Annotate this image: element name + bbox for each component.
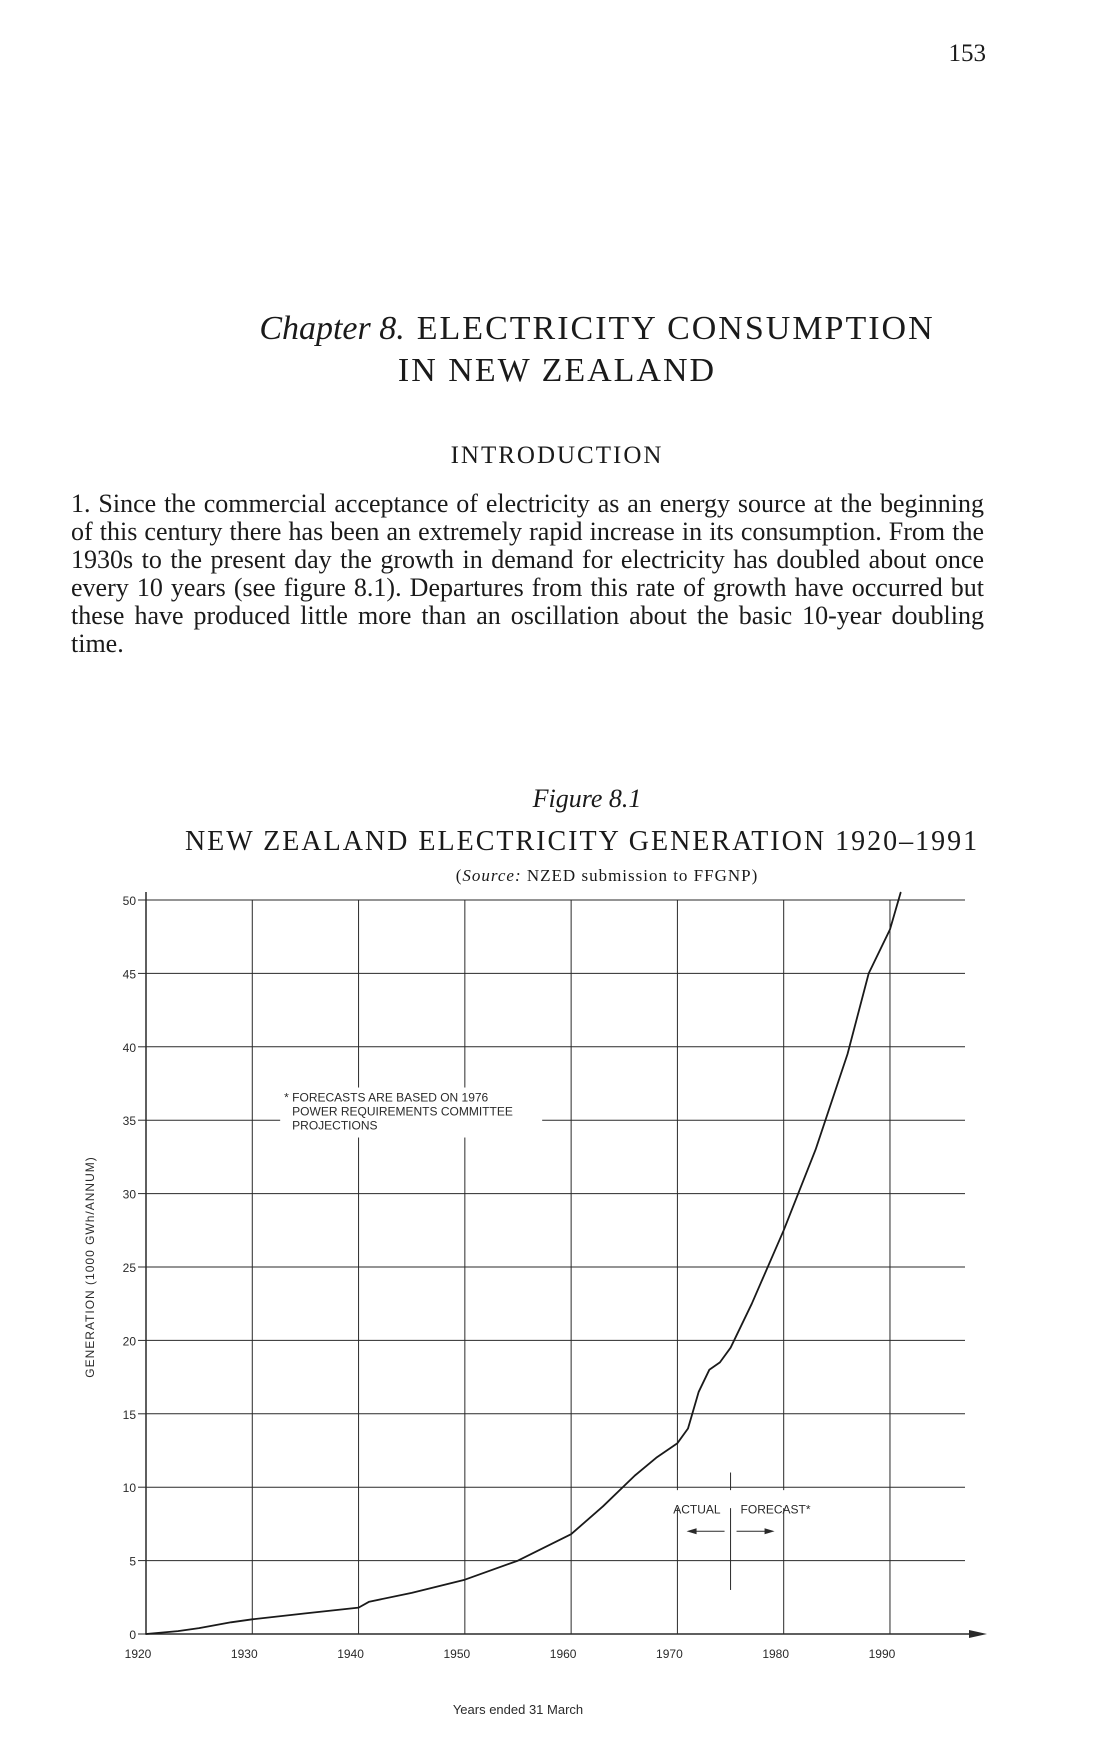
figure-label: Figure 8.1	[532, 784, 642, 813]
figure-source-text: NZED submission to FFGNP	[526, 866, 752, 885]
actual-arrow-head	[687, 1528, 697, 1534]
y-tick-label: 30	[122, 1187, 136, 1202]
y-tick-label: 20	[122, 1334, 136, 1349]
forecast-note-line: POWER REQUIREMENTS COMMITTEE	[292, 1104, 513, 1119]
forecast-label: FORECAST*	[740, 1502, 811, 1517]
x-tick-label: 1930	[230, 1647, 258, 1661]
forecast-arrow-head	[765, 1528, 775, 1534]
y-tick-label: 0	[129, 1628, 136, 1642]
chapter-title-line1: ELECTRICITY CONSUMPTION	[416, 310, 935, 347]
section-heading: INTRODUCTION	[450, 442, 664, 469]
y-tick-label: 45	[122, 967, 136, 982]
chapter-label: Chapter 8.	[259, 310, 405, 347]
x-axis-arrow	[969, 1630, 987, 1638]
figure-source-prefix: Source:	[462, 866, 522, 885]
y-tick-label: 40	[122, 1040, 136, 1055]
figure-source: (Source: NZED submission to FFGNP)	[455, 866, 759, 885]
x-axis-title: Years ended 31 March	[452, 1702, 584, 1717]
x-tick-label: 1990	[868, 1647, 896, 1661]
forecast-note-line: * FORECASTS ARE BASED ON 1976	[284, 1090, 489, 1105]
x-tick-label: 1920	[124, 1647, 152, 1661]
actual-label: ACTUAL	[673, 1502, 721, 1517]
chapter-title-line2: IN NEW ZEALAND	[397, 352, 717, 389]
x-tick-label: 1970	[656, 1647, 683, 1661]
y-tick-label: 10	[122, 1481, 136, 1496]
x-tick-label: 1950	[443, 1647, 471, 1661]
y-tick-label: 25	[122, 1261, 136, 1275]
y-tick-label: 15	[122, 1407, 136, 1422]
figure-title: NEW ZEALAND ELECTRICITY GENERATION 1920–1991	[184, 826, 980, 857]
x-tick-label: 1960	[549, 1647, 577, 1661]
x-tick-label: 1980	[762, 1647, 790, 1661]
generation-line	[146, 893, 901, 1634]
forecast-note-line: PROJECTIONS	[292, 1118, 378, 1133]
x-tick-label: 1940	[337, 1647, 364, 1661]
y-tick-label: 50	[122, 894, 136, 908]
page-number: 153	[948, 40, 986, 67]
intro-paragraph: 1. Since the commercial acceptance of electricity as an energy source at the beginning of this century there has been an extremely rapid increase in its consumption. From the 1930s to the present day the growth in demand for electricity has doubled about once every 10 years (see figure 8.1). Departures from this rate of growth have occurred but these have produced little more than an oscillation about the basic 10-year doubling time.	[71, 489, 984, 658]
y-axis-title: GENERATION (1000 GWh/ANNUM)	[83, 1156, 97, 1378]
y-tick-label: 5	[129, 1554, 136, 1569]
y-tick-label: 35	[122, 1114, 136, 1129]
